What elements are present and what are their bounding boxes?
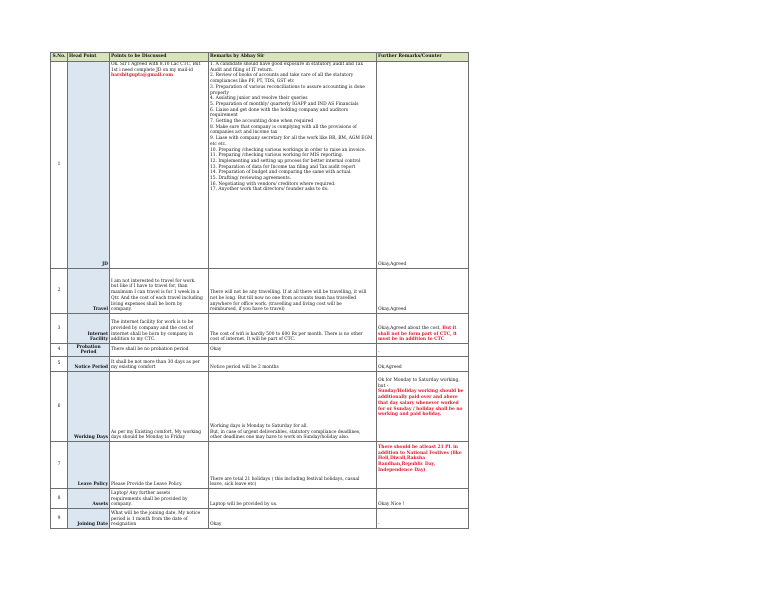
further-text: Okay,Agreed about the cost, <box>378 325 443 331</box>
row-number: 2 <box>51 269 68 314</box>
remarks-line: 14. Preparation of budget and comparing the same with actual. <box>210 170 352 176</box>
points-line: The internet facility for work is to be <box>111 320 194 326</box>
further-highlight: But it shall not be form part of CTC, it must be in addition to CTC <box>378 325 457 343</box>
remarks-line: There are total 21 holidays ( this including festival holidays, casual <box>210 476 360 482</box>
table-row <box>51 344 469 357</box>
remarks-line: 6. Liaise and get done with the holding company and auditors <box>210 107 349 113</box>
remarks-line: 8. Make sure that company is complying with all the provisions of <box>210 124 357 130</box>
table-row <box>51 314 469 344</box>
remarks-line: Working days is Monday to Saturday for all. <box>210 423 308 429</box>
row-number: 9 <box>51 509 68 529</box>
remarks-line: not be long. But till now no one from accounts team has travelled <box>210 295 357 301</box>
further-cell: Ok,Agreed <box>377 357 469 372</box>
col-header-further: Further Remarks/Counter <box>377 53 469 62</box>
points-line: company. <box>111 307 132 313</box>
remarks-line: 7. Getting the accounting done when required <box>210 119 314 125</box>
points-cell <box>110 489 209 509</box>
row-number: 7 <box>51 442 68 489</box>
further-cell <box>377 314 469 344</box>
table-row <box>51 269 469 314</box>
remarks-line: 12. Implementing and setting up process for better internal control <box>210 158 361 164</box>
head-point-cell: Leave Policy <box>68 442 110 489</box>
points-line: It shall be not more than 30 days as per <box>111 359 200 365</box>
points-line: addition to my CTC. <box>111 337 156 343</box>
remarks-line: There will not be any travelling. If at all there will be travelling, it will <box>210 290 367 296</box>
row-number: 8 <box>51 489 68 509</box>
points-line: period is 1 month from the date of <box>111 516 188 522</box>
table-row <box>51 372 469 442</box>
points-line: maximum I can travel is for 1 week in a <box>111 290 200 296</box>
points-line: company. <box>111 502 132 508</box>
remarks-cell: Okay <box>209 344 377 357</box>
points-cell: Please Provide the Leave Policy. <box>110 442 209 489</box>
points-line: 1st i need complete JD on my mail-id <box>111 67 193 73</box>
points-cell <box>110 62 209 269</box>
further-text: Ok for Monday to Saturday working, but - <box>378 378 460 389</box>
remarks-cell: Okay <box>209 509 377 529</box>
points-cell: There shall be no probation period <box>110 344 209 357</box>
further-cell <box>377 372 469 442</box>
points-cell <box>110 509 209 529</box>
further-cell: Okay,Agreed <box>377 269 469 314</box>
remarks-line: Audit and filing of IT return. <box>210 67 274 73</box>
remarks-cell: Laptop will be provided by us. <box>209 489 377 509</box>
row-number: 3 <box>51 314 68 344</box>
head-point-cell: Internet Facility <box>68 314 110 344</box>
col-header-sno: S.No. <box>51 53 68 62</box>
header-row <box>51 53 469 62</box>
head-point-cell: Travel <box>68 269 110 314</box>
remarks-line: But, in case of urgent deliverables, statutory compliance deadlines, <box>210 429 361 435</box>
head-point-cell: Probation Period <box>68 344 110 357</box>
col-header-head-point: Head Point <box>68 53 110 62</box>
remarks-line: leave, sick leave etc) <box>210 482 257 488</box>
remarks-line: The cost of wifi is hardly 500 to 600 Rs per month. There is no other <box>210 331 363 337</box>
remarks-line: 17. Anyother work that directors/ founder asks to do. <box>210 187 329 193</box>
remarks-cell <box>209 62 377 269</box>
points-line: living expenses shall be born by <box>111 301 183 307</box>
remarks-line: etc etc. <box>210 141 227 147</box>
points-line: but like if I have to travel for, than <box>111 284 188 290</box>
further-cell: - <box>377 344 469 357</box>
points-line: resignation <box>111 522 137 528</box>
further-cell: There should be atleast 21 PL in addition to National Festives (like Holi,Diwali,Raksha Bandhan,Republic Day, Independence Day) <box>377 442 469 489</box>
remarks-line: 4. Assisting junior and resolve their queries <box>210 96 308 102</box>
remarks-line: 13. Preparation of data for Income tax filing and Tax audit report <box>210 164 356 170</box>
remarks-line: 10. Preparing /checking various workings in order to raise an invoice. <box>210 147 366 153</box>
points-line: provided by company and the cost of <box>111 325 194 331</box>
remarks-line: other deadlines one may have to work on Sunday/holiday also. <box>210 435 350 441</box>
remarks-line: anywhere for office work. (travelling and living cost will be <box>210 301 342 307</box>
remarks-line: 3. Preparation of various reconciliations to assure accounting is done <box>210 84 365 90</box>
table-row <box>51 357 469 372</box>
remarks-line: 2. Review of books of accounts and take care of all the statutory <box>210 73 354 79</box>
remarks-line: 11. Preparing /checking various working for MIS reporting. <box>210 153 344 159</box>
remarks-cell: Notice period will be 2 months <box>209 357 377 372</box>
points-line: Laptop/ Any further assets <box>111 490 171 496</box>
points-line: my existing comfort <box>111 365 156 371</box>
head-point-cell: Working Days <box>68 372 110 442</box>
points-line: Qtr. And the cost of each travel including <box>111 295 203 301</box>
points-cell <box>110 372 209 442</box>
table-row <box>51 489 469 509</box>
remarks-cell <box>209 372 377 442</box>
discussion-table <box>50 52 469 529</box>
remarks-line: 16. Negotiating with vendors/ creditors where required. <box>210 181 336 187</box>
remarks-line: 9. Liase with company secretary for all the work like BR, BM, AGM EGM <box>210 136 373 142</box>
remarks-cell <box>209 269 377 314</box>
remarks-cell <box>209 314 377 344</box>
remarks-line: 1. A candidate should have good exposure in statutory audit and Tax <box>210 62 363 67</box>
table-row <box>51 509 469 529</box>
points-line: requirements shall be provided by <box>111 496 188 502</box>
row-number: 1 <box>51 62 68 269</box>
points-cell <box>110 357 209 372</box>
table-row <box>51 62 469 269</box>
col-header-points: Points to be Discussed <box>110 53 209 62</box>
remarks-line: 5. Preparation of monthly/ quarterly IGAPP and IND AS Financials <box>210 101 359 107</box>
points-line: What will be the joining date, My notice <box>111 510 201 516</box>
further-cell: - <box>377 509 469 529</box>
points-cell <box>110 314 209 344</box>
further-cell: Okay,Agreed <box>377 62 469 269</box>
row-number: 4 <box>51 344 68 357</box>
points-line: I am not interested to travel for work. <box>111 278 196 284</box>
col-header-remarks: Remarks by Abhay Sir <box>209 53 377 62</box>
head-point-cell: Assets <box>68 489 110 509</box>
remarks-line: reimbursed, if you have to travel) <box>210 307 285 313</box>
email-text: harshitgupta@gmail.com <box>111 73 173 79</box>
row-number: 6 <box>51 372 68 442</box>
head-point-cell: JD <box>68 62 110 269</box>
head-point-cell: Notice Period <box>68 357 110 372</box>
remarks-line: companies act and income tax <box>210 130 278 136</box>
further-cell: Okay Nice ! <box>377 489 469 509</box>
points-line: As per my Existing comfort, My working <box>111 429 202 435</box>
points-line: days should be Monday to Friday <box>111 435 186 441</box>
points-line: internet shall be born by company in <box>111 331 194 337</box>
points-line: Ok. Sir I Agreed with 8.10 Lac CTC, But <box>111 62 201 67</box>
points-cell <box>110 269 209 314</box>
remarks-line: 15. Drafting/ reviewing agreements. <box>210 176 292 182</box>
remarks-cell <box>209 442 377 489</box>
remarks-line: compliances like PF, PT, TDS, GST etc <box>210 79 295 85</box>
head-point-cell: Joining Date <box>68 509 110 529</box>
row-number: 5 <box>51 357 68 372</box>
table-row <box>51 442 469 489</box>
remarks-line: requirement <box>210 113 238 119</box>
remarks-line: properly <box>210 90 229 96</box>
remarks-line: cost of internet. It will be part of CTC. <box>210 337 296 343</box>
further-highlight: Sunday/Holiday working should be additionally paid over and above that day salary whenever worked for or Sunday / holiday shall be no working and paid holiday. <box>378 389 464 418</box>
